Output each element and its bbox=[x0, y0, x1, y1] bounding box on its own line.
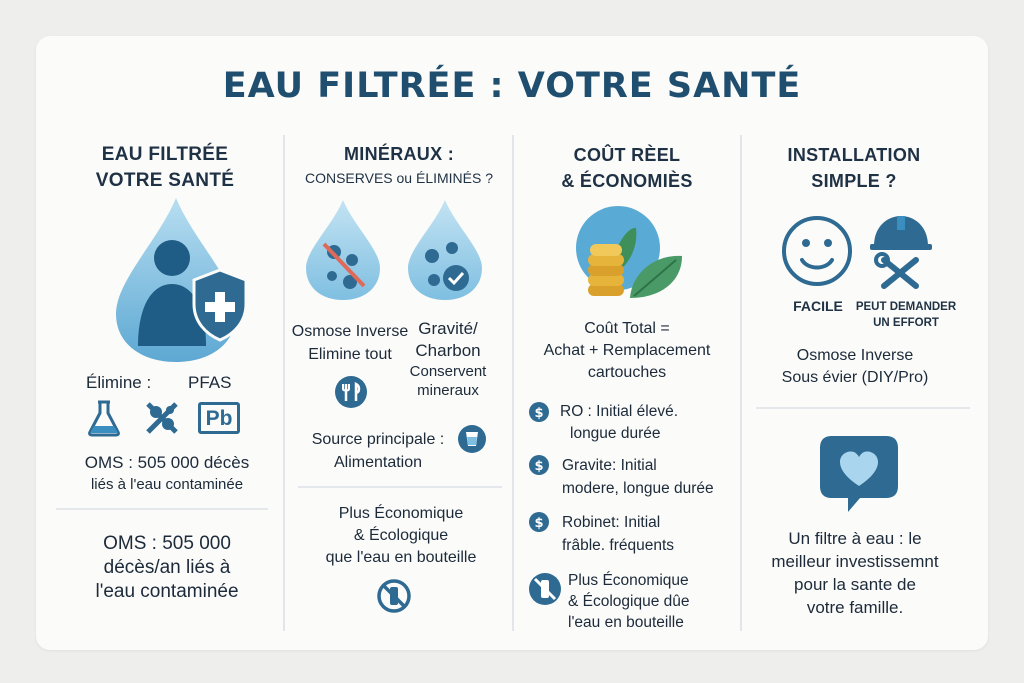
smiley-face-icon bbox=[780, 214, 854, 288]
dollar-coin-icon bbox=[528, 454, 550, 476]
glass-icon bbox=[457, 424, 487, 454]
fork-knife-icon bbox=[334, 375, 368, 409]
water-drop-person-shield-icon bbox=[108, 196, 248, 366]
effort-label: PEUT DEMANDER UN EFFORT bbox=[855, 301, 957, 329]
ro-cost-note: RO : Initial élevé. longue durée bbox=[560, 403, 679, 442]
page-title: EAU FILTRÉE : VOTRE SANTÉ bbox=[222, 66, 802, 106]
section-divider bbox=[756, 407, 970, 409]
col3-heading: COÛT RÈEL & ÉCONOMIÈS bbox=[561, 145, 693, 191]
tap-cost-note: Robinet: Initial frâble. fréquents bbox=[562, 514, 675, 554]
heart-speech-bubble-icon bbox=[818, 434, 900, 514]
crossed-molecule-icon bbox=[144, 400, 180, 436]
ro-install-note: Osmose Inverse Sous évier (DIY/Pro) bbox=[781, 347, 929, 386]
dollar-coin-icon bbox=[528, 401, 550, 423]
gravity-keeps-label: Gravité/ Charbon Conservent mineraux bbox=[409, 319, 487, 399]
oms-stat-short: OMS : 505 000 décès liés à l'eau contaminée bbox=[84, 453, 250, 493]
svg-text:$: $ bbox=[534, 516, 544, 531]
col2-heading: MINÉRAUX : CONSERVES ou ÉLIMINÉS ? bbox=[304, 144, 494, 186]
section-divider bbox=[298, 486, 502, 488]
column-divider bbox=[512, 135, 514, 631]
pfas-label: PFAS bbox=[188, 373, 232, 392]
no-plastic-bottle-icon bbox=[376, 578, 412, 614]
lead-pb-icon: Pb bbox=[198, 402, 240, 434]
elimine-label: Élimine : bbox=[86, 373, 152, 392]
flask-icon bbox=[86, 400, 122, 436]
dollar-coin-icon bbox=[528, 511, 550, 533]
source-label: Source principale : Alimentation bbox=[311, 431, 445, 471]
easy-label: FACILE bbox=[793, 298, 843, 314]
eco-cost-note: Plus Économique & Écologique dûe l'eau en bouteille bbox=[568, 572, 690, 631]
section-divider bbox=[56, 508, 268, 510]
col4-heading: INSTALLATION SIMPLE ? bbox=[787, 145, 921, 191]
final-message: Un filtre à eau : le meilleur investissemnt pour la sante de votre famille. bbox=[771, 529, 939, 617]
water-drop-minerals-kept-icon bbox=[404, 198, 486, 302]
water-drop-minerals-removed-icon bbox=[302, 198, 384, 302]
column-divider bbox=[283, 135, 285, 631]
col1-heading: EAU FILTRÉE VOTRE SANTÉ bbox=[95, 144, 235, 191]
total-cost-formula: Coût Total = Achat + Remplacement cartouches bbox=[543, 320, 711, 381]
oms-stat-long: OMS : 505 000 décès/an liés à l'eau contaminée bbox=[95, 533, 239, 602]
gravity-cost-note: Gravite: Initial modere, longue durée bbox=[562, 457, 714, 497]
hard-hat-tools-icon bbox=[868, 212, 934, 290]
column-divider bbox=[740, 135, 742, 631]
ro-removes-label: Osmose Inverse Elimine tout bbox=[291, 323, 409, 363]
svg-text:$: $ bbox=[534, 459, 544, 474]
coins-leaf-icon bbox=[572, 206, 688, 302]
svg-text:$: $ bbox=[534, 406, 544, 421]
no-plastic-bottle-icon bbox=[528, 572, 562, 606]
eco-label: Plus Économique & Écologique que l'eau en bouteille bbox=[325, 505, 477, 566]
